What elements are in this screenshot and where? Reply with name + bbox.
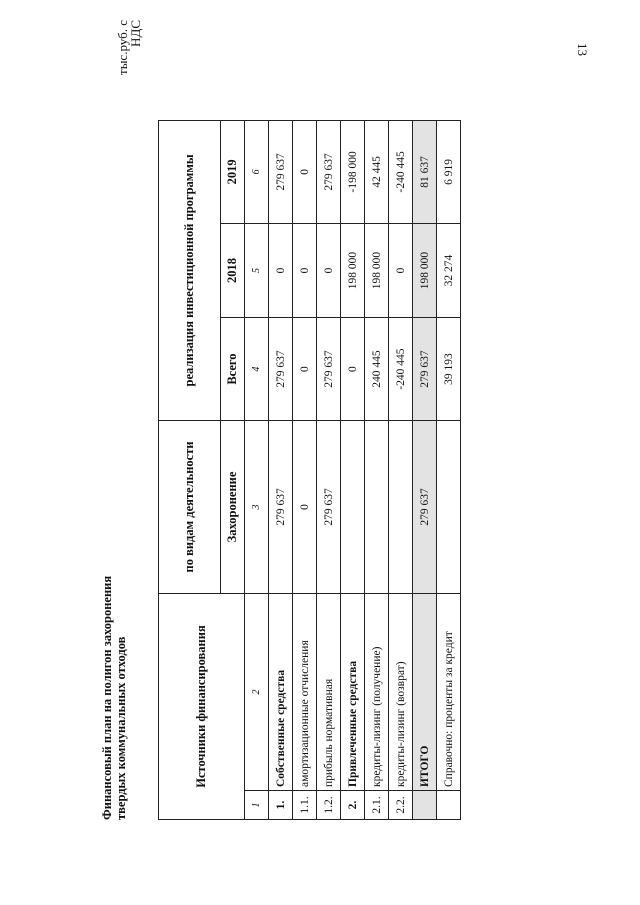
row-name: кредиты-лизинг (возврат) — [389, 594, 413, 791]
cell-burial — [341, 420, 365, 593]
cell-2018: 0 — [317, 223, 341, 317]
cell-burial — [437, 420, 461, 593]
cell-burial: 279 637 — [413, 420, 437, 593]
table-row — [269, 121, 293, 820]
cell-2019: -240 445 — [389, 121, 413, 224]
header-2018: 2018 — [221, 223, 245, 317]
cell-2019: 279 637 — [317, 121, 341, 224]
table-row — [341, 121, 365, 820]
cell-2018: 198 000 — [365, 223, 389, 317]
cell-total: -240 445 — [389, 318, 413, 421]
cell-burial: 0 — [293, 420, 317, 593]
row-name: Привлеченные средства — [341, 594, 365, 791]
col-number-3: 3 — [245, 420, 269, 593]
header-by-activity: по видам деятельности — [159, 420, 221, 593]
row-name: Собственные средства — [269, 594, 293, 791]
page-number: 13 — [575, 43, 590, 56]
cell-total: 39 193 — [437, 318, 461, 421]
cell-2019: -198 000 — [341, 121, 365, 224]
financial-plan-table — [158, 120, 461, 820]
cell-burial: 279 637 — [269, 420, 293, 593]
cell-burial: 279 637 — [317, 420, 341, 593]
header-investment: реализация инвестиционной программы — [159, 121, 221, 421]
cell-2018: 198 000 — [341, 223, 365, 317]
units-line-2: НДС — [128, 20, 143, 47]
title-line-2: твердых коммунальных отходов — [114, 636, 128, 820]
header-2019: 2019 — [221, 121, 245, 224]
row-name: кредиты-лизинг (получение) — [365, 594, 389, 791]
row-number: 2.2. — [389, 791, 413, 820]
row-name: ИТОГО — [413, 594, 437, 791]
row-number — [437, 791, 461, 820]
cell-total: 279 637 — [269, 318, 293, 421]
cell-2019: 81 637 — [413, 121, 437, 224]
row-number: 1. — [269, 791, 293, 820]
row-number: 2.1. — [365, 791, 389, 820]
cell-2018: 32 274 — [437, 223, 461, 317]
cell-2019: 0 — [293, 121, 317, 224]
row-number: 2. — [341, 791, 365, 820]
table-row — [365, 121, 389, 820]
cell-total: 0 — [293, 318, 317, 421]
header-total: Всего — [221, 318, 245, 421]
document-title — [100, 576, 128, 820]
cell-2019: 6 919 — [437, 121, 461, 224]
row-number — [413, 791, 437, 820]
row-number: 1.1. — [293, 791, 317, 820]
title-line-1: Финансовый план на полигон захоронения — [100, 575, 114, 820]
table-row — [389, 121, 413, 820]
cell-2018: 0 — [389, 223, 413, 317]
col-number-1: 1 — [245, 791, 269, 820]
row-name: прибыль нормативная — [317, 594, 341, 791]
col-number-6: 6 — [245, 121, 269, 224]
table-row — [293, 121, 317, 820]
col-number-5: 5 — [245, 223, 269, 317]
row-name: Справочно: проценты за кредит — [437, 594, 461, 791]
cell-2019: 42 445 — [365, 121, 389, 224]
header-burial: Захоронение — [221, 420, 245, 593]
row-name: амортизационные отчисления — [293, 594, 317, 791]
cell-burial — [365, 420, 389, 593]
table-row — [317, 121, 341, 820]
cell-total: 0 — [341, 318, 365, 421]
cell-2019: 279 637 — [269, 121, 293, 224]
col-number-2: 2 — [245, 594, 269, 791]
units-line-1: тыс.руб. с — [115, 20, 130, 75]
cell-total: 240 445 — [365, 318, 389, 421]
cell-burial — [389, 420, 413, 593]
cell-2018: 0 — [269, 223, 293, 317]
cell-2018: 0 — [293, 223, 317, 317]
header-sources: Источники финансирования — [159, 594, 245, 820]
col-number-4: 4 — [245, 318, 269, 421]
cell-total: 279 637 — [413, 318, 437, 421]
cell-2018: 198 000 — [413, 223, 437, 317]
rotated-document — [100, 20, 455, 820]
cell-total: 279 637 — [317, 318, 341, 421]
table-body — [269, 121, 461, 820]
units-note — [116, 20, 142, 80]
table-row — [437, 121, 461, 820]
table-row — [413, 121, 437, 820]
row-number: 1.2. — [317, 791, 341, 820]
